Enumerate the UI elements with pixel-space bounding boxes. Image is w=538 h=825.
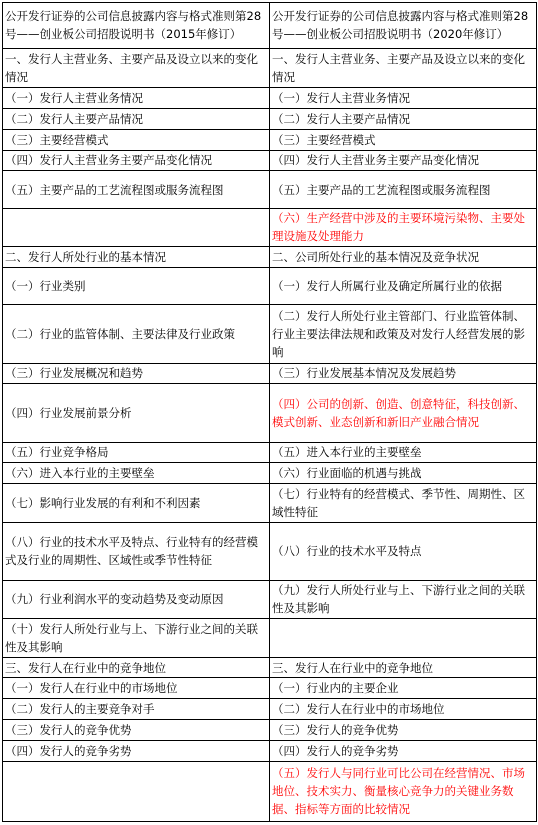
cell-2020: （六）行业面临的机遇与挑战	[270, 463, 537, 484]
table-row	[3, 129, 537, 150]
cell-2015: （六）进入本行业的主要壁垒	[3, 463, 270, 484]
cell-2015: （五）主要产品的工艺流程图或服务流程图	[3, 171, 270, 208]
cell-2020: （五）发行人与同行业可比公司在经营情况、市场地位、技术实力、衡量核心竞争力的关键业务数据、指标等方面的比较情况	[270, 761, 537, 821]
cell-2020: （四）发行人主营业务主要产品变化情况	[270, 150, 537, 171]
table-header-row	[3, 3, 537, 49]
header-2015: 公开发行证券的公司信息披露内容与格式准则第28号——创业板公司招股说明书（2015年修订）	[3, 3, 270, 49]
table-row	[3, 108, 537, 129]
cell-2015: （三）发行人的竞争优势	[3, 719, 270, 740]
table-row	[3, 88, 537, 109]
cell-2020: （四）公司的创新、创造、创意特征，科技创新、模式创新、业态创新和新旧产业融合情况	[270, 384, 537, 442]
cell-2020: （二）发行人主要产品情况	[270, 108, 537, 129]
table-row	[3, 247, 537, 268]
table-row	[3, 484, 537, 522]
cell-2015: （三）主要经营模式	[3, 129, 270, 150]
cell-2020: （八）行业的技术水平及特点	[270, 522, 537, 580]
table-row	[3, 363, 537, 384]
table-row	[3, 580, 537, 618]
cell-2020: （六）生产经营中涉及的主要环境污染物、主要处理设施及处理能力	[270, 208, 537, 246]
cell-2020: （一）发行人主营业务情况	[270, 88, 537, 109]
cell-2020: （九）发行人所处行业与上、下游行业之间的关联性及其影响	[270, 580, 537, 618]
cell-2020: （一）行业内的主要企业	[270, 678, 537, 699]
table-row	[3, 171, 537, 208]
cell-2020: 一、发行人主营业务、主要产品及设立以来的变化情况	[270, 48, 537, 87]
cell-2015: （八）行业的技术水平及特点、行业特有的经营模式及行业的周期性、区域性或季节性特征	[3, 522, 270, 580]
cell-2020: （四）发行人的竞争劣势	[270, 740, 537, 761]
table-row	[3, 719, 537, 740]
cell-2020: （二）发行人在行业中的市场地位	[270, 699, 537, 720]
cell-2015	[3, 208, 270, 246]
cell-2020: 三、发行人在行业中的竞争地位	[270, 657, 537, 678]
cell-2015: （二）发行人主要产品情况	[3, 108, 270, 129]
cell-2020: （三）发行人的竞争优势	[270, 719, 537, 740]
cell-2020: （七）行业特有的经营模式、季节性、周期性、区域性特征	[270, 484, 537, 522]
cell-2020: （一）发行人所属行业及确定所属行业的依据	[270, 267, 537, 304]
table-row	[3, 384, 537, 442]
cell-2020: （二）发行人所处行业主管部门、行业监管体制、行业主要法律法规和政策及对发行人经营发展的影响	[270, 305, 537, 363]
table-row	[3, 657, 537, 678]
cell-2020: （五）主要产品的工艺流程图或服务流程图	[270, 171, 537, 208]
cell-2015: （一）发行人主营业务情况	[3, 88, 270, 109]
table-row	[3, 150, 537, 171]
table-row	[3, 699, 537, 720]
cell-2015: 二、发行人所处行业的基本情况	[3, 247, 270, 268]
cell-2015: （一）行业类别	[3, 267, 270, 304]
cell-2020: 二、公司所处行业的基本情况及竞争状况	[270, 247, 537, 268]
cell-2015: （四）行业发展前景分析	[3, 384, 270, 442]
cell-2015: 三、发行人在行业中的竞争地位	[3, 657, 270, 678]
cell-2015: （二）发行人的主要竞争对手	[3, 699, 270, 720]
table-row	[3, 442, 537, 463]
table-row	[3, 267, 537, 304]
cell-2015: （四）发行人的竞争劣势	[3, 740, 270, 761]
table-row	[3, 619, 537, 657]
cell-2020: （三）主要经营模式	[270, 129, 537, 150]
cell-2020: （五）进入本行业的主要壁垒	[270, 442, 537, 463]
table-row	[3, 740, 537, 761]
cell-2015: （七）影响行业发展的有利和不利因素	[3, 484, 270, 522]
table-row	[3, 761, 537, 821]
cell-2015: （五）行业竞争格局	[3, 442, 270, 463]
table-row	[3, 208, 537, 246]
cell-2015: （一）发行人在行业中的市场地位	[3, 678, 270, 699]
table-row	[3, 678, 537, 699]
cell-2015: 一、发行人主营业务、主要产品及设立以来的变化情况	[3, 48, 270, 87]
cell-2015: （九）行业利润水平的变动趋势及变动原因	[3, 580, 270, 618]
table-row	[3, 48, 537, 87]
cell-2015: （二）行业的监管体制、主要法律及行业政策	[3, 305, 270, 363]
header-2020: 公开发行证券的公司信息披露内容与格式准则第28号——创业板公司招股说明书（2020年修订）	[270, 3, 537, 49]
cell-2015: （四）发行人主营业务主要产品变化情况	[3, 150, 270, 171]
comparison-table	[2, 2, 537, 822]
cell-2015: （十）发行人所处行业与上、下游行业之间的关联性及其影响	[3, 619, 270, 657]
cell-2020: （三）行业发展基本情况及发展趋势	[270, 363, 537, 384]
cell-2020	[270, 619, 537, 657]
table-row	[3, 522, 537, 580]
cell-2015	[3, 761, 270, 821]
table-row	[3, 463, 537, 484]
cell-2015: （三）行业发展概况和趋势	[3, 363, 270, 384]
table-row	[3, 305, 537, 363]
